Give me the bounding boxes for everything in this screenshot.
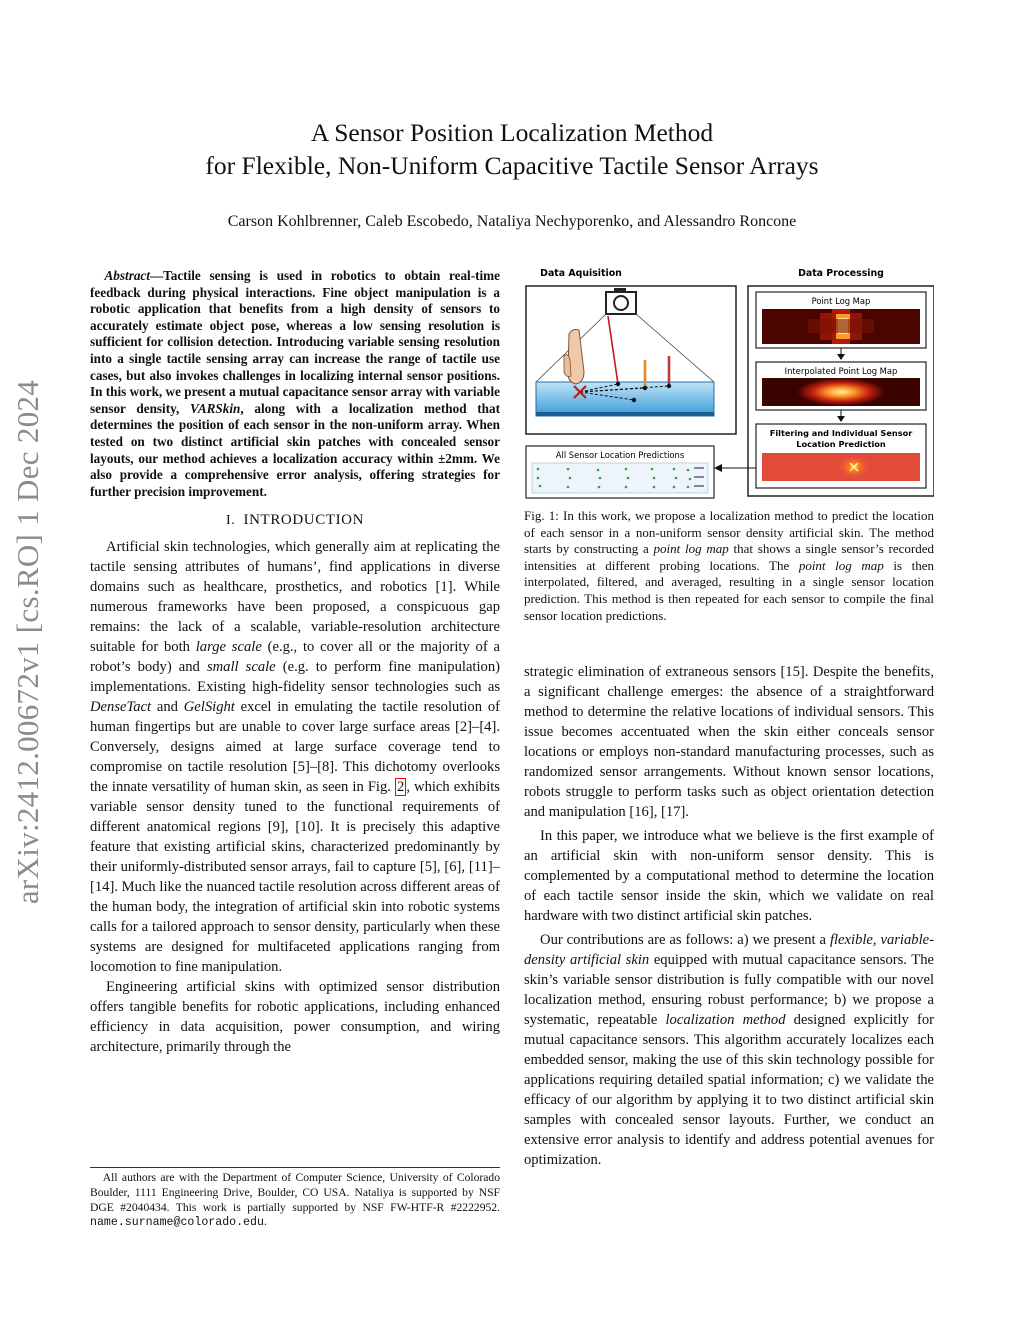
footnote-end: . <box>263 1215 267 1229</box>
right-paragraph-2: In this paper, we introduce what we believe is the first example of an artificial skin with non-uniform sensor density. This is complemented by a computational method to determine the location of each tactile sensor inside the skin, which we validate on real hardware with two distinct artificial skin patches. <box>524 828 934 924</box>
interpolated-map-label: Interpolated Point Log Map <box>784 366 898 376</box>
author-list: Carson Kohlbrenner, Caleb Escobedo, Nataliya Nechyporenko, and Alessandro Roncone <box>227 213 797 230</box>
contrib-emph-localization: localization method <box>665 1012 786 1028</box>
intro-p1-text-f: , which exhibits variable sensor density tuned to the functional requirements of different anatomical regions [9], [10]. It is precisely this adaptive feature that existing artificial skins, characterized predominantly by their uniformly-distributed sensor arrays, fail to capture [5], [6], [11]–[14]. Much like the nuanced tactile resolution across different areas of the human body, the integration of artificial skin into robotic systems calls for a tailored approach to sensor density, particularly when these systems are designed for multifaceted applications ranging from locomotion to fine manipulation. <box>90 779 500 976</box>
title-line-1: A Sensor Position Localization Method <box>310 118 714 147</box>
title-line-2: for Flexible, Non-Uniform Capacitive Tactile Sensor Arrays <box>205 151 819 180</box>
figure-2-link[interactable]: 2 <box>397 779 405 796</box>
section-title-initial: I <box>243 512 250 529</box>
intro-p1-text-e: excel in emulating the tactile resolution of human fingertips but are unable to cover large surface areas [2]–[4]. Conversely, designs aimed at large surface coverage tend to compromise on tactile resolution [5]–[8]. This dichotomy overlooks the innate versatility of human skin, as seen in Fig. <box>90 699 500 796</box>
caption-text-b: that shows a single sensor’s recorded intensities at different probing locations. The <box>524 541 934 573</box>
abstract-label: Abstract <box>104 268 150 283</box>
author-footnote <box>90 1167 500 1231</box>
data-acquisition-heading: Data Aquisition <box>540 268 622 279</box>
figure-1 <box>524 264 934 500</box>
filtering-label-line-2: Location Prediction <box>796 439 886 449</box>
intro-p1-emph-densetact: DenseTact <box>90 699 152 716</box>
contrib-emph-flexible-skin: flexible, variable-density artificial skin <box>524 932 934 968</box>
prediction-arrow-head <box>714 464 722 472</box>
intro-p1-text-d: and <box>151 699 184 716</box>
footnote-email: name.surname@colorado.edu <box>90 1216 264 1230</box>
intro-paragraph-2: Engineering artificial skins with optimized sensor distribution offers tangible benefits for robotic applications, including enhanced efficiency in data acquisition, power consumption, and wiring architecture, primarily through the <box>90 979 500 1056</box>
data-processing-heading: Data Processing <box>798 268 884 279</box>
intro-p1-emph-large-scale: large scale <box>195 639 262 656</box>
intro-p1-text-c: (e.g. to perform fine manipulation) implementations. Existing high-fidelity sensor technologies such as <box>90 659 500 696</box>
right-paragraph-1: strategic elimination of extraneous sensors [15]. Despite the benefits, a significant challenge emerges: the absence of a straightforward method to determine the relative locations of individual sensors. This issue becomes accentuated when the skin either conceals sensor locations or employs non-standard manufacturing processes, such as randomized sensor arrangements. Without known sensor locations, robots struggle to perform tasks such as object orientation detection and manipulation [16], [17]. <box>524 664 934 820</box>
contrib-text-a: Our contributions are as follows: a) we present a <box>540 932 830 948</box>
camera-icon <box>606 288 636 314</box>
caption-text-c: is then interpolated, filtered, and averaged, resulting in a single sensor location prediction. This method is then repeated for each sensor to compile the final sensor location predictions. <box>524 557 934 623</box>
contrib-text-c: designed explicitly for mutual capacitance sensors. This algorithm accurately localizes each embedded sensor, making the use of this skin technology possible for applications requiring detailed spatial information; c) we validate the efficacy of our algorithm by applying it to two distinct artificial skin samples with concealed sensor layouts. Further, we conduct an extensive error analysis to identify and address potential avenues for optimization. <box>524 1012 934 1168</box>
intro-p1-text-b: (e.g., to cover all or the majority of a robot’s body) and <box>90 639 500 676</box>
abstract <box>90 268 500 500</box>
filtering-label-line-1: Filtering and Individual Sensor <box>769 428 913 438</box>
arxiv-identifier: arXiv:2412.00672v1 [cs.RO] 1 Dec 2024 <box>10 379 45 905</box>
contrib-text-b: equipped with mutual capacitance sensors. The skin’s variable sensor distribution is fully compatible with our novel localization method, ensuring robust performance; b) we propose a systematic, repeatable <box>524 952 934 1028</box>
section-heading-introduction <box>90 510 500 531</box>
intro-p1-emph-gelsight: GelSight <box>183 699 235 716</box>
caption-emph-2: point log map <box>798 557 884 573</box>
contributions-paragraph <box>524 930 934 1170</box>
footnote-text: All authors are with the Department of Computer Science, University of Colorado Boulder, 1111 Engineering Drive, Boulder, CO USA. Nataliya is supported by NSF DGE #2040434. This work is partially supported by NSF FW-HTF-R #2222952. <box>90 1171 500 1214</box>
abstract-text: Tactile sensing is used in robotics to obtain real-time feedback during physical interactions. Fine object manipulation is a robotic application that benefits from a high density of sensors to accurately estimate object pose, whereas a low sensing resolution is sufficient for collision detection. Introducing variable sensing resolution into a single tactile sensing array can increase the range of tactile use cases, but also invokes challenges in localizing internal sensor positions. In this work, we present a mutual capacitance sensor array with variable sensor density, <box>90 268 500 416</box>
point-log-map-label: Point Log Map <box>811 296 871 306</box>
abstract-text-2: , along with a localization method that determines the position of each sensor in the non-uniform array. When tested on two distinct artificial skin patches with concealed sensor layouts, our method achieves a localization accuracy within ±2mm. We also provide a comprehensive error analysis, offering strategies for further precision improvement. <box>90 400 500 499</box>
interpolated-map-heatmap <box>797 378 885 406</box>
caption-emph-1: point log map <box>653 541 729 557</box>
all-predictions-plot <box>532 463 708 493</box>
section-title-rest: NTRODUCTION <box>249 512 365 529</box>
caption-text-a: Fig. 1: In this work, we propose a localization method to predict the location of each sensor in a non-uniform sensor density artificial skin. The method starts by constructing a <box>524 508 934 557</box>
intro-p1-emph-small-scale: small scale <box>206 659 276 676</box>
intro-p1-text-a: Artificial skin technologies, which generally aim at replicating the tactile sensing attributes of humans’, find applications in diverse domains such as healthcare, prosthetics, and robotics [1]. While numerous frameworks have been proposed, a conspicuous gap remains: the lack of a scalable, variable-resolution architecture suitable for both <box>90 539 500 656</box>
figure-1-diagram <box>524 264 934 500</box>
figure-1-caption <box>524 508 934 624</box>
left-column <box>90 268 500 1057</box>
abstract-skin-name: VARSkin <box>190 400 241 416</box>
skin-slab-base <box>536 412 714 416</box>
section-number: I. <box>225 513 236 529</box>
intro-paragraph-1 <box>90 537 500 977</box>
all-predictions-label: All Sensor Location Predictions <box>555 450 685 460</box>
abstract-dash: — <box>149 268 164 283</box>
paper-title <box>90 116 934 182</box>
right-column <box>524 662 934 1170</box>
